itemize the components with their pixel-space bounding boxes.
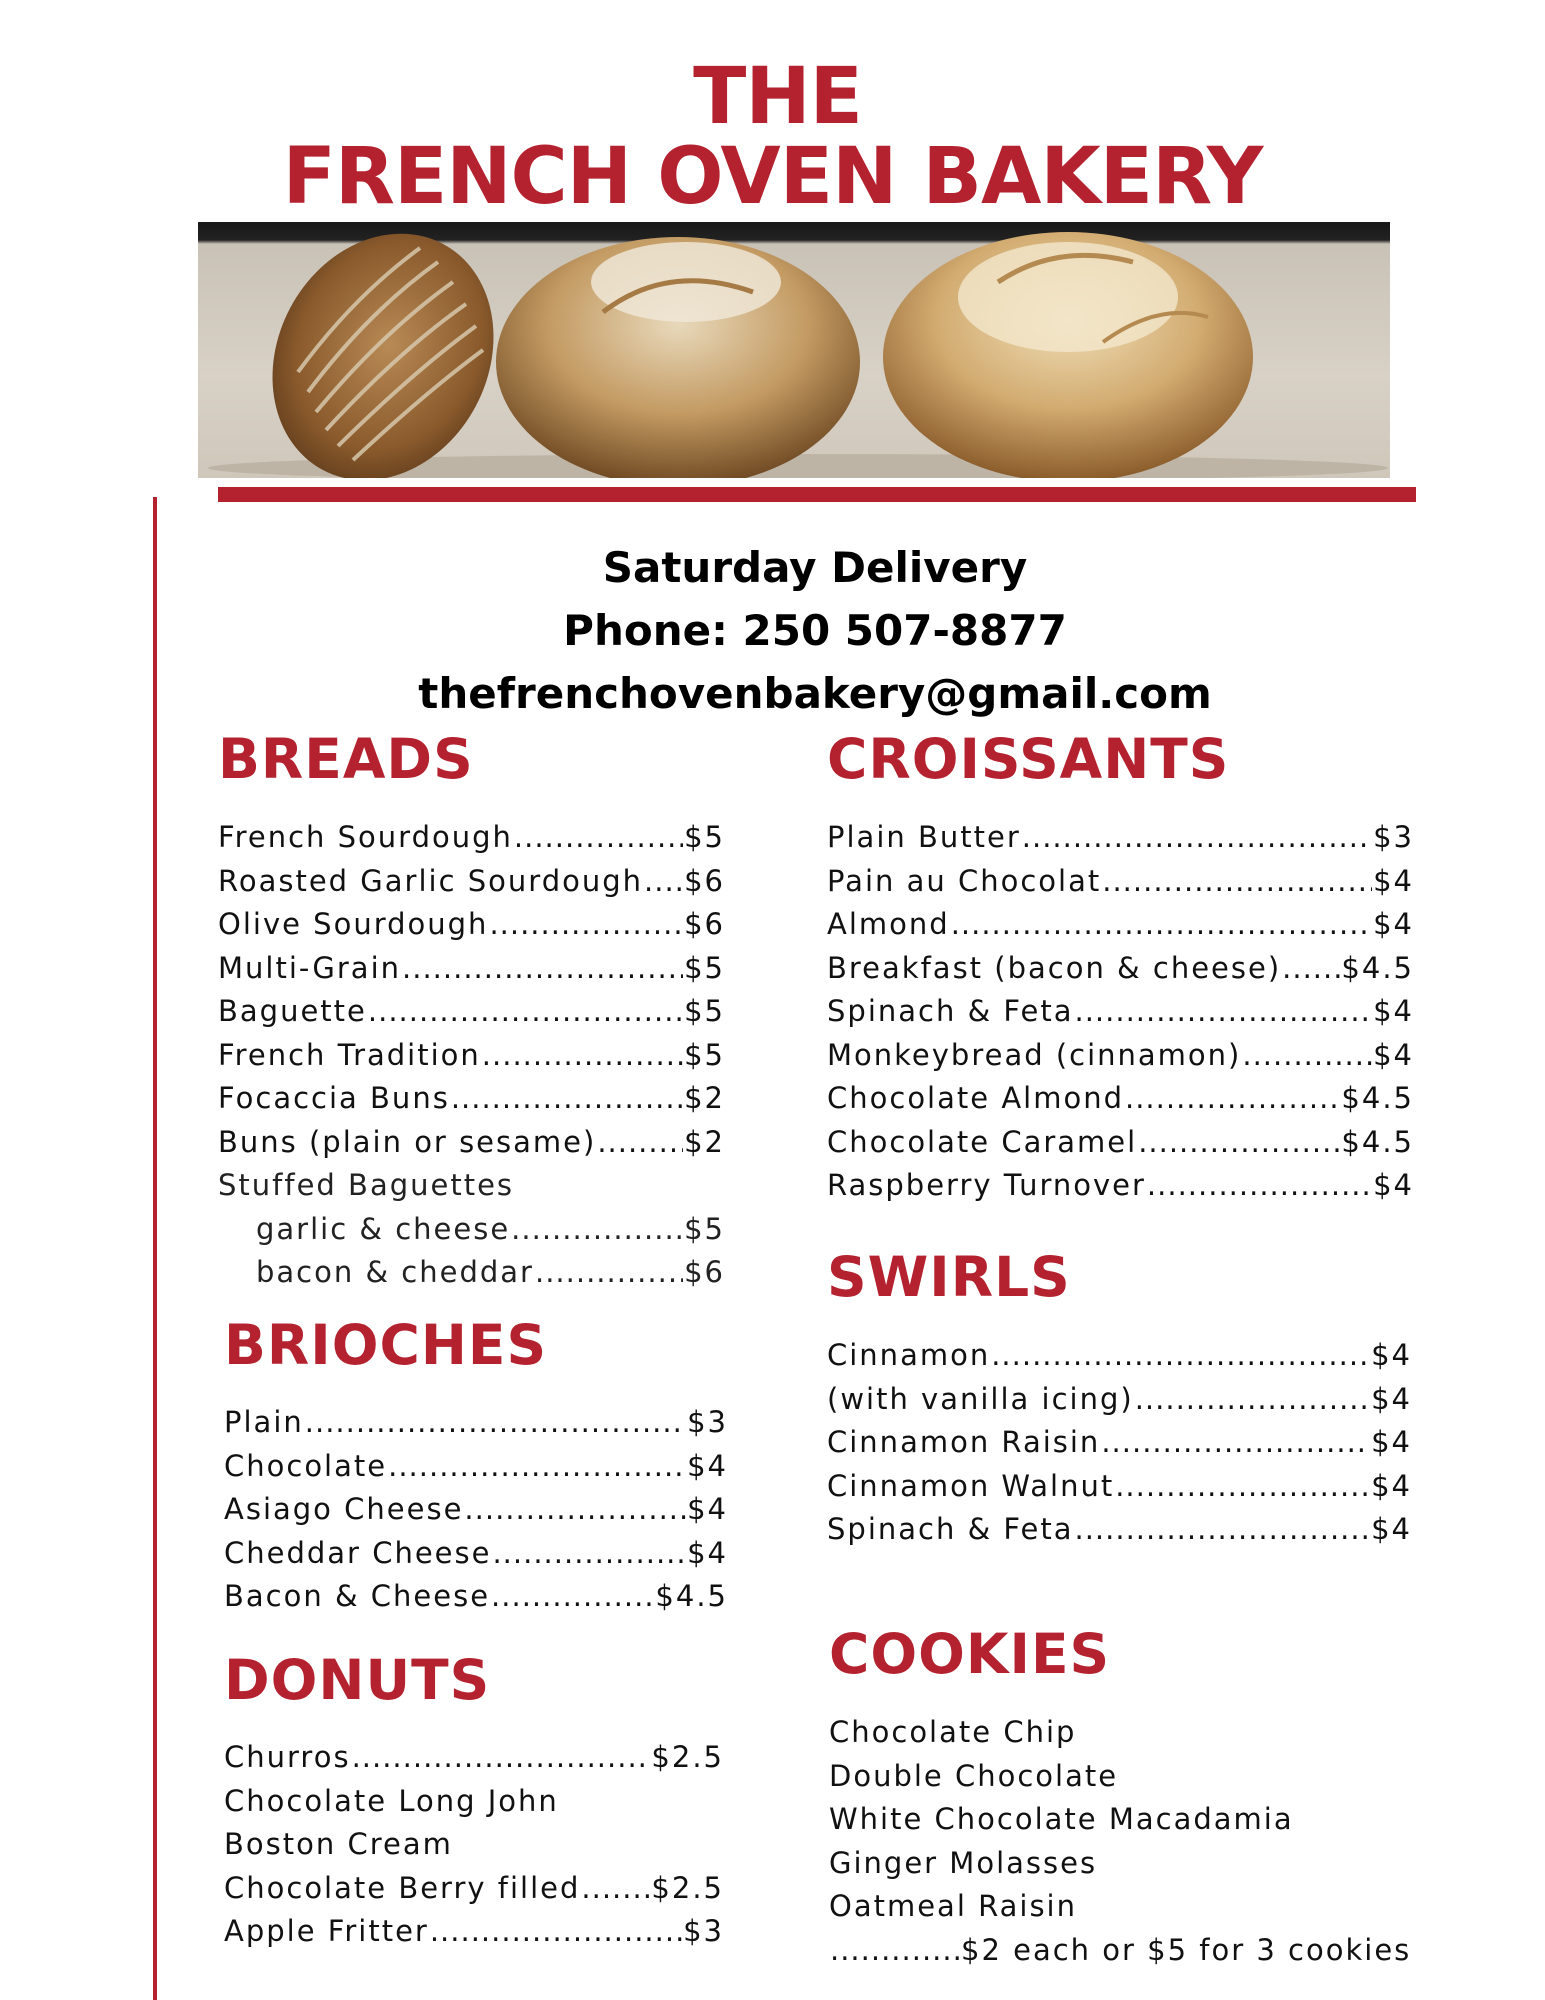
phone-text: Phone: 250 507-8877 [563,606,1067,655]
bread-loaves-illustration [198,222,1390,478]
list-item: Olive Sourdough ..... $6 [218,907,725,951]
brioches-list [224,1405,728,1623]
list-item: (with vanilla icing) ..... $4 [827,1382,1412,1426]
list-item: Roasted Garlic Sourdough ..... $6 [218,864,725,908]
list-item: Double Chocolate [829,1758,1119,1793]
list-item: Chocolate ..... $4 [224,1449,728,1493]
list-item: Focaccia Buns ..... $2 [218,1081,725,1125]
list-item: Almond ..... $4 [827,907,1414,951]
list-item: White Chocolate Macadamia [829,1802,1294,1836]
swirls-heading: SWIRLS [827,1245,1071,1309]
croissants-heading: CROISSANTS [827,727,1230,791]
list-item: Raspberry Turnover ..... $4 [827,1168,1414,1212]
delivery-text: Saturday Delivery [602,543,1028,592]
list-item: Boston Cream [224,1827,453,1861]
list-item: Cinnamon ..... $4 [827,1338,1412,1382]
email-text: thefrenchovenbakery@gmail.com [418,669,1212,718]
list-item: Multi-Grain ..... $5 [218,951,725,995]
list-item: Chocolate Almond ..... $4.5 [827,1081,1414,1125]
swirls-list [827,1338,1412,1556]
list-item: Oatmeal Raisin [829,1889,1077,1923]
list-item-subheading: Stuffed Baguettes [218,1168,515,1202]
croissants-list [827,820,1414,1212]
breads-list [218,820,725,1299]
donuts-list [224,1740,724,1958]
brioches-heading: BRIOCHES [224,1313,548,1377]
list-item: Apple Fritter ..... $3 [224,1914,724,1958]
list-item: Spinach & Feta ..... $4 [827,1512,1412,1556]
contact-block [0,536,1545,725]
title-line-2: FRENCH OVEN BAKERY [282,131,1263,222]
list-item: Chocolate Berry filled ..... $2.5 [224,1871,724,1915]
list-item: Ginger Molasses [829,1845,1098,1880]
list-item: Chocolate Caramel ..... $4.5 [827,1125,1414,1169]
breads-heading: BREADS [218,727,474,791]
list-item: Baguette ..... $5 [218,994,725,1038]
list-item: bacon & cheddar ..... $6 [218,1255,725,1299]
list-item: Monkeybread (cinnamon) ..... $4 [827,1038,1414,1082]
list-item: Cheddar Cheese ..... $4 [224,1536,728,1580]
list-item: Pain au Chocolat ..... $4 [827,864,1414,908]
list-item: Spinach & Feta ..... $4 [827,994,1414,1038]
list-item: Buns (plain or sesame) ..... $2 [218,1125,725,1169]
list-item: Breakfast (bacon & cheese) ..... $4.5 [827,951,1414,995]
list-item: Asiago Cheese ..... $4 [224,1492,728,1536]
cookies-list [829,1715,1414,1976]
list-item: Chocolate Long John [224,1783,559,1818]
list-item: Chocolate Chip [829,1715,1077,1749]
list-item: Cinnamon Raisin ..... $4 [827,1425,1412,1469]
list-item: Plain ..... $3 [224,1405,728,1449]
list-item: Bacon & Cheese ..... $4.5 [224,1579,728,1623]
list-item: Cinnamon Walnut ..... $4 [827,1469,1412,1513]
cookies-price-note: $2 each or $5 for 3 cookies ..... [829,1933,1414,1977]
list-item: French Sourdough ..... $5 [218,820,725,864]
cookies-heading: COOKIES [829,1622,1111,1686]
list-item: French Tradition ..... $5 [218,1038,725,1082]
donuts-heading: DONUTS [224,1648,491,1712]
list-item: garlic & cheese ..... $5 [218,1212,725,1256]
red-divider-bar [218,487,1416,502]
bakery-title [0,52,1545,222]
list-item: Plain Butter ..... $3 [827,820,1414,864]
list-item: Churros ..... $2.5 [224,1740,724,1784]
bread-loaves-photo [198,222,1390,478]
title-line-1: THE [693,52,862,142]
